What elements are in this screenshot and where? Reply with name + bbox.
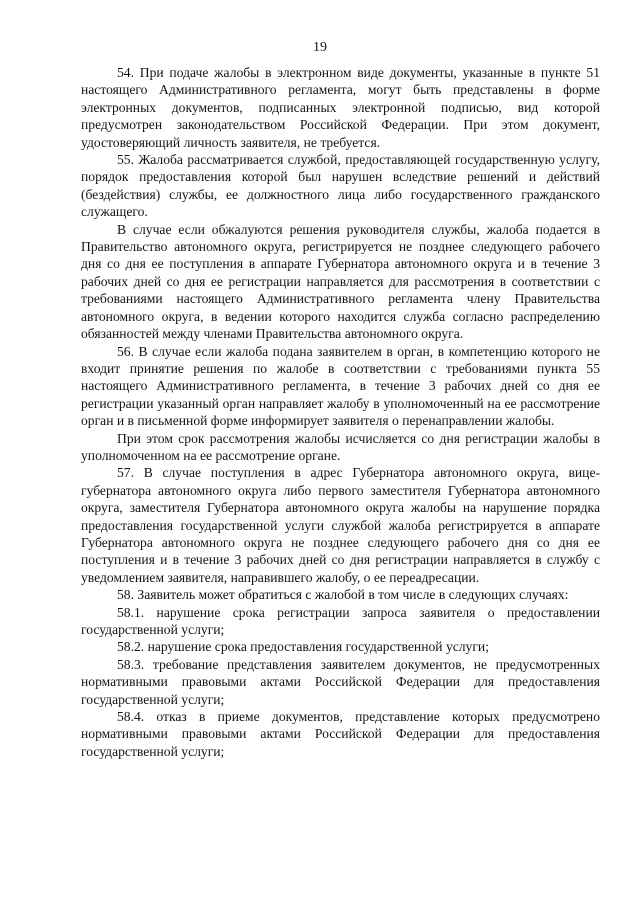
page-number: 19 (313, 40, 327, 55)
paragraph-55: 55. Жалоба рассматривается службой, предоставляющей государственную услугу, порядок предоставления которой был нарушен вследствие решений и действий (бездействия) службы, ее должностного лица либо государственного гражданского служащего. (81, 152, 600, 220)
paragraph-58-3: 58.3. требование представления заявителем документов, не предусмотренных нормативными правовыми актами Российской Федерации для предоставления государственной услуги; (81, 656, 600, 707)
paragraph-58-2: 58.2. нарушение срока предоставления государственной услуги; (117, 639, 489, 655)
paragraph-58-4: 58.4. отказ в приеме документов, представление которых предусмотрено нормативными правовыми актами Российской Федерации для предоставления государственной услуги; (81, 709, 600, 759)
paragraph-58: 58. Заявитель может обратиться с жалобой в том числе в следующих случаях: (117, 587, 569, 603)
paragraph-55-appeal-of-head: В случае если обжалуются решения руководителя службы, жалоба подается в Правительство автономного округа, регистрируется не позднее следующего рабочего дня со дня ее поступления в аппарате Губернатора автономного округа и в течение 3 рабочих дней со дня ее регистрации направляется для рассмотрения в соответствии с требованиями настоящего Административного регламента члену Правительства автономного округа, в ведении которого находится служба согласно распределению обязанностей между членами Правительства автономного округа. (81, 221, 600, 342)
paragraph-57: 57. В случае поступления в адрес Губернатора автономного округа, вице-губернатора автономного округа либо первого заместителя Губернатора автономного округа, заместителя Губернатора автономного округа жалобы на нарушение порядка предоставления государственной услуги службой жалоба регистрируется в аппарате Губернатора автономного округа не позднее следующего рабочего дня со дня ее поступления и в течение 3 рабочих дней со дня регистрации направляется в службу с уведомлением заявителя, направившего жалобу, о ее переадресации. (81, 465, 600, 585)
paragraph-56-term-note: При этом срок рассмотрения жалобы исчисляется со дня регистрации жалобы в уполномоченном на ее рассмотрение органе. (81, 430, 600, 463)
paragraph-56: 56. В случае если жалоба подана заявителем в орган, в компетенцию которого не входит принятие решения по жалобе в соответствии с требованиями пункта 55 настоящего Административного регламента, в течение 3 рабочих дней со дня ее регистрации указанный орган направляет жалобу в уполномоченный на ее рассмотрение орган и в письменной форме информирует заявителя о перенаправлении жалобы. (81, 343, 600, 429)
paragraph-54: 54. При подаче жалобы в электронном виде документы, указанные в пункте 51 настоящего Административного регламента, могут быть представлены в форме электронных документов, подписанных электронной подписью, вид которой предусмотрен законодательством Российской Федерации. При этом документ, удостоверяющий личность заявителя, не требуется. (81, 65, 600, 150)
document-body (81, 64, 600, 760)
paragraph-58-1: 58.1. нарушение срока регистрации запроса заявителя о предоставлении государственной услуги; (81, 604, 600, 637)
